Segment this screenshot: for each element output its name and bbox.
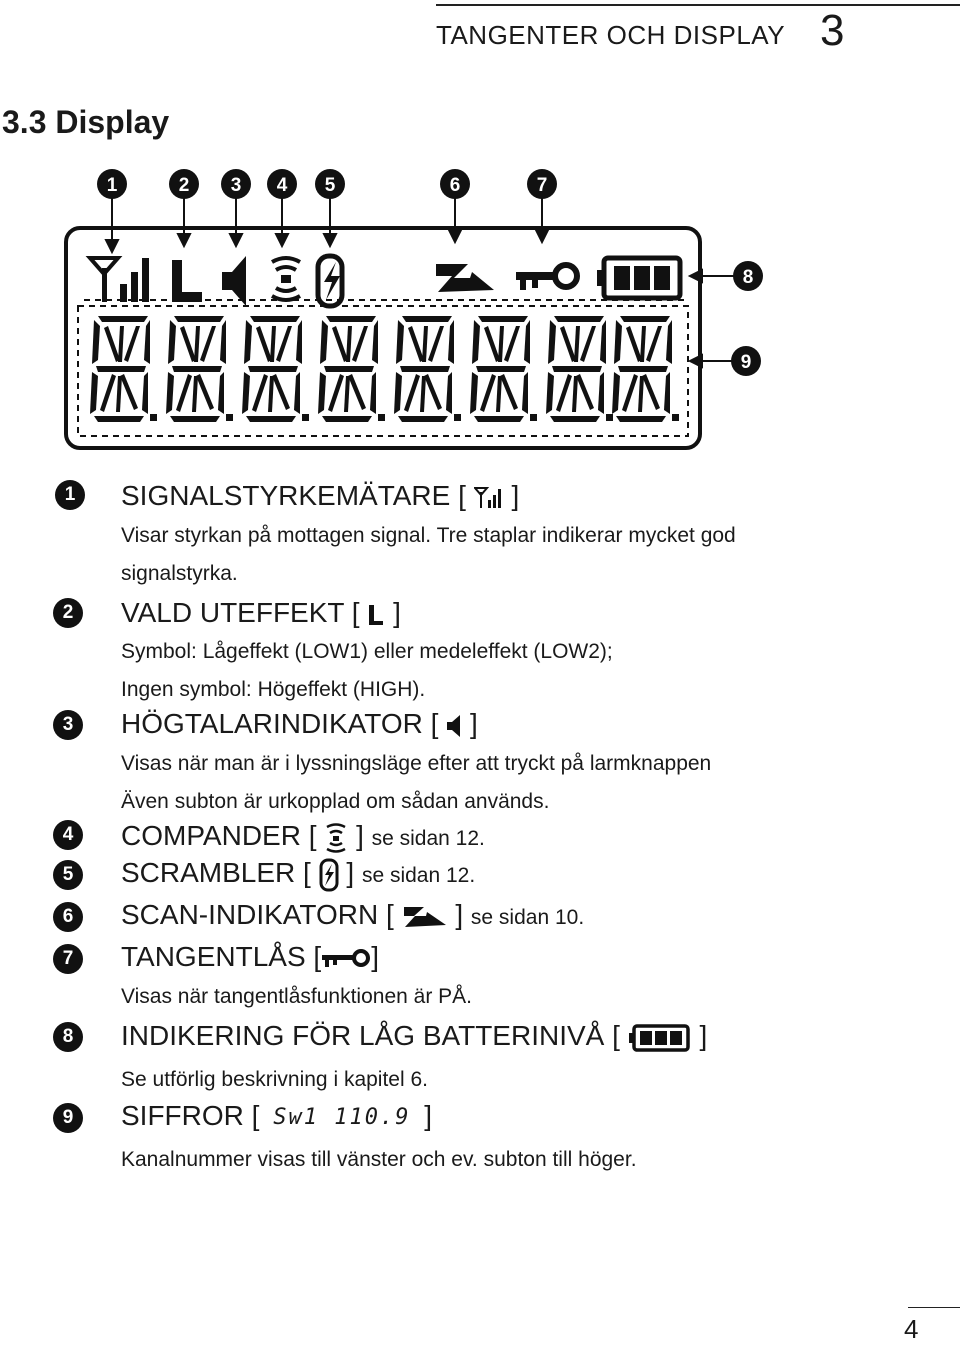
scrambler-icon (319, 858, 339, 892)
svg-text:4: 4 (276, 175, 288, 196)
digit-3 (242, 316, 309, 422)
item-desc-power-1: Symbol: Lågeffekt (LOW1) eller medeleffekt (LOW2); (121, 640, 613, 663)
svg-text:6: 6 (449, 175, 461, 196)
digit-5 (394, 316, 461, 422)
item-desc-battery: Se utförlig beskrivning i kapitel 6. (121, 1068, 428, 1091)
item-desc-power-2: Ingen symbol: Högeffekt (HIGH). (121, 678, 426, 701)
compander-icon (324, 823, 348, 853)
item-badge-7: 7 (53, 944, 83, 974)
item-title-battery: INDIKERING FÖR LÅG BATTERINIVÅ [ ] (121, 1020, 708, 1051)
svg-text:8: 8 (742, 267, 754, 288)
lcd-display-diagram (0, 160, 960, 460)
item-badge-3: 3 (53, 710, 83, 740)
item-desc-speaker-2: Även subton är urkopplad om sådan används. (121, 790, 550, 813)
digit-2 (166, 316, 233, 422)
section-title: 3.3 Display (2, 104, 170, 140)
callout-1 (97, 169, 127, 199)
item-desc-signal-2: signalstyrka. (121, 562, 238, 585)
item-desc-keylock: Visas när tangentlåsfunktionen är PÅ. (121, 985, 473, 1008)
speaker-icon (222, 256, 246, 306)
item-desc-signal-1: Visar styrkan på mottagen signal. Tre staplar indikerar mycket god (121, 524, 736, 547)
item-badge-1: 1 (55, 480, 85, 510)
callout-5 (315, 169, 345, 199)
low-power-icon (172, 260, 202, 302)
compander-icon (272, 258, 300, 300)
signal-icon (474, 486, 504, 510)
item-title-scan: SCAN-INDIKATORN [ ] se sidan 10. (121, 899, 585, 930)
digit-6 (470, 316, 537, 422)
callout-3 (221, 169, 251, 199)
header-rule (436, 4, 960, 6)
digit-1 (90, 316, 157, 422)
item-title-speaker: HÖGTALARINDIKATOR [ ] (121, 708, 478, 739)
key-icon (321, 948, 371, 970)
item-title-power: VALD UTEFFEKT [ ] (121, 597, 401, 628)
item-badge-6: 6 (53, 902, 83, 932)
footer-rule (908, 1307, 960, 1308)
signal-icon (90, 258, 149, 302)
key-icon (516, 265, 577, 290)
digit-7 (546, 316, 613, 422)
battery-icon (597, 258, 680, 298)
svg-text:7: 7 (536, 175, 548, 196)
scan-icon (436, 264, 494, 292)
svg-text:1: 1 (106, 175, 118, 196)
item-title-compander: COMPANDER [ ] se sidan 12. (121, 820, 485, 851)
callout-2 (169, 169, 199, 199)
item-title-keylock: TANGENTLÅS [ ] (121, 941, 379, 972)
svg-text:2: 2 (178, 175, 190, 196)
callout-8 (733, 261, 763, 291)
item-title-digits: SIFFROR [ Sw1 110.9 ] (121, 1100, 433, 1131)
callout-6 (440, 169, 470, 199)
svg-text:9: 9 (740, 352, 752, 373)
item-badge-4: 4 (53, 820, 83, 850)
digits-sample: Sw1 110.9 (273, 1105, 411, 1131)
scrambler-icon (318, 256, 342, 306)
digit-8 (612, 316, 679, 422)
header-title: TANGENTER OCH DISPLAY (436, 20, 786, 50)
svg-text:5: 5 (324, 175, 336, 196)
svg-text:3: 3 (230, 175, 242, 196)
battery-icon (628, 1023, 692, 1053)
low-power-icon (367, 603, 385, 627)
item-badge-2: 2 (53, 598, 83, 628)
chapter-number: 3 (820, 6, 845, 55)
page-number: 4 (904, 1314, 919, 1344)
speaker-icon (446, 714, 462, 738)
item-desc-speaker-1: Visas när man är i lyssningsläge efter att tryckt på larmknappen (121, 752, 712, 775)
item-badge-5: 5 (53, 860, 83, 890)
scan-icon (402, 905, 448, 929)
item-badge-8: 8 (53, 1022, 83, 1052)
callout-4 (267, 169, 297, 199)
item-title-scrambler: SCRAMBLER [ ] se sidan 12. (121, 857, 475, 892)
callout-9 (731, 346, 761, 376)
callout-7 (527, 169, 557, 199)
item-badge-9: 9 (53, 1103, 83, 1133)
item-desc-digits: Kanalnummer visas till vänster och ev. subton till höger. (121, 1148, 637, 1171)
digit-4 (318, 316, 385, 422)
item-title-signal: SIGNALSTYRKEMÄTARE [ ] (121, 480, 520, 511)
